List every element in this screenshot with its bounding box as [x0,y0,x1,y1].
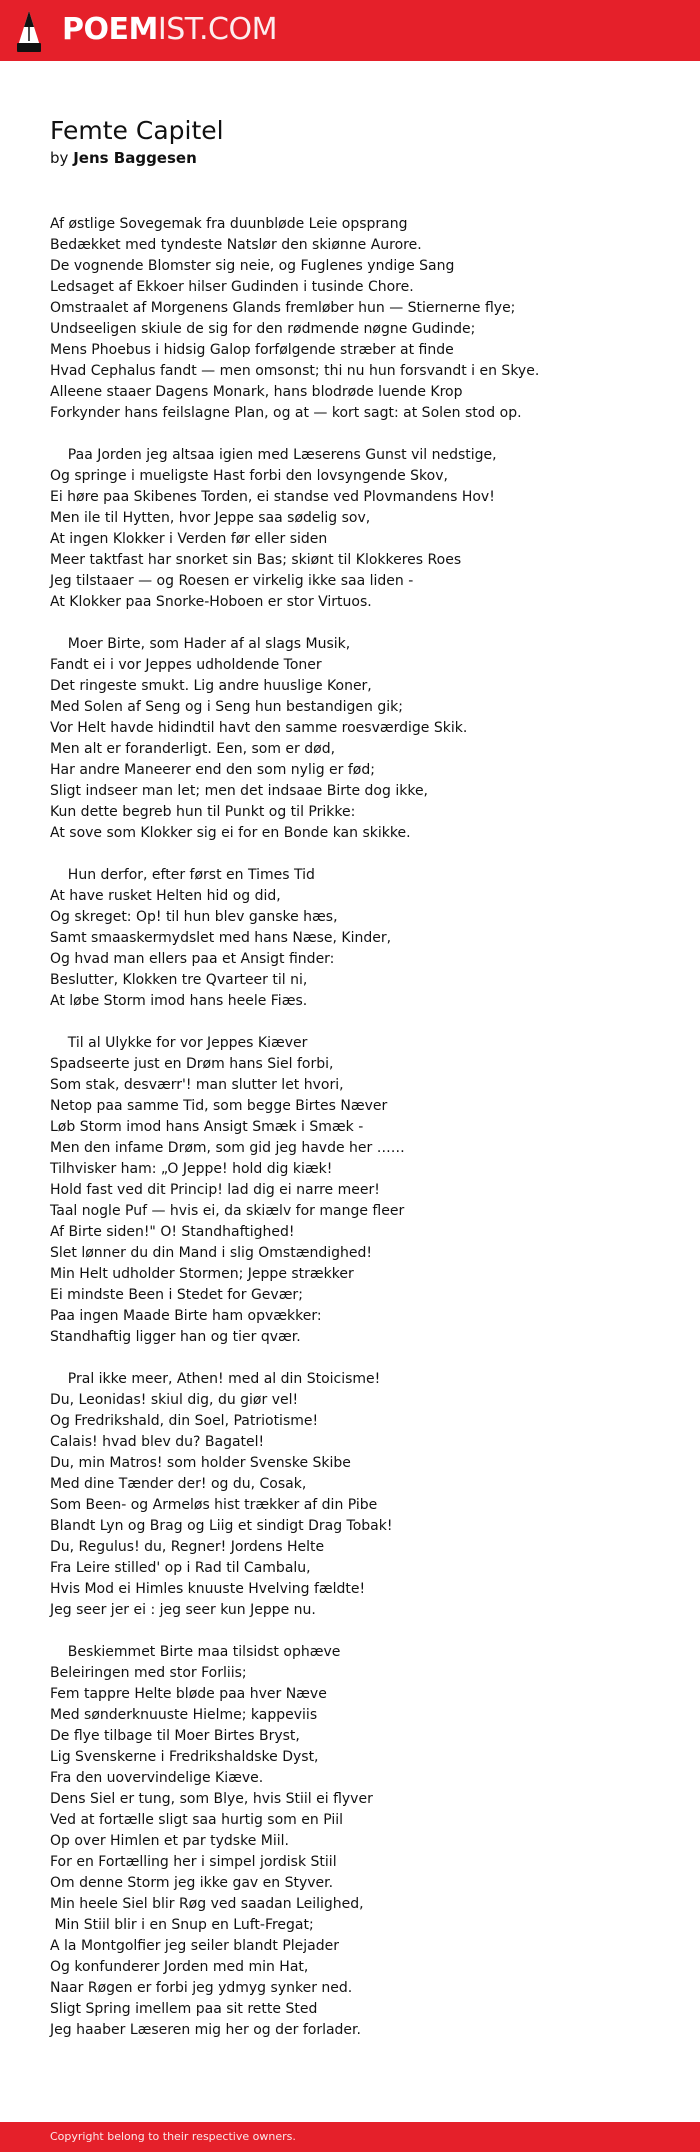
poem-line: Du, Regulus! du, Regner! Jordens Helte [50,1539,325,1555]
poem-line: Fra Leire stilled' op i Rad til Cambalu, [50,1560,311,1576]
poem-line: Lig Svenskerne i Fredrikshaldske Dyst, [50,1749,319,1765]
poem-stanza [50,865,650,1012]
poem-line: Som stak, desværr'! man slutter let hvori, [50,1077,344,1093]
poem-line: Pral ikke meer, Athen! med al din Stoicisme! [50,1371,381,1387]
byline [50,148,650,168]
poem-line: Af Birte siden!" O! Standhaftighed! [50,1224,295,1240]
page-title: Femte Capitel [50,116,224,145]
poem-line: Du, Leonidas! skiul dig, du giør vel! [50,1392,299,1408]
copyright-text: Copyright belong to their respective owners. [50,2130,296,2143]
poem-line: Løb Storm imod hans Ansigt Smæk i Smæk - [50,1119,364,1135]
poem-line: Spadseerte just en Drøm hans Siel forbi, [50,1056,334,1072]
site-footer [0,2122,700,2152]
poem-line: Op over Himlen et par tydske Miil. [50,1833,289,1849]
poem-line: Alleene staaer Dagens Monark, hans blodrøde luende Krop [50,384,463,400]
poem-line: Moer Birte, som Hader af al slags Musik, [50,636,351,652]
poem-line: Jeg tilstaaer — og Roesen er virkelig ikke saa liden - [50,573,414,589]
poem-stanza [50,1642,650,2041]
poem-line: Og Fredrikshald, din Soel, Patriotisme! [50,1413,319,1429]
poem-stanza [50,214,650,424]
poem-line: Beskiemmet Birte maa tilsidst ophæve [50,1644,341,1660]
poem-line: Med Solen af Seng og i Seng hun bestandigen gik; [50,699,403,715]
poem-line: Ei mindste Been i Stedet for Gevær; [50,1287,303,1303]
poem-line: Hold fast ved dit Princip! lad dig ei narre meer! [50,1182,380,1198]
poem-line: Du, min Matros! som holder Svenske Skibe [50,1455,351,1471]
poem-line: Undseeligen skiule de sig for den rødmende nøgne Gudinde; [50,321,476,337]
poem-line: Paa ingen Maade Birte ham opvækker: [50,1308,322,1324]
poem-line: Jeg seer jer ei : jeg seer kun Jeppe nu. [50,1602,316,1618]
poem-line: Min Helt udholder Stormen; Jeppe strækker [50,1266,354,1282]
poem-line: Samt smaaskermydslet med hans Næse, Kinder, [50,930,392,946]
poem-line: Calais! hvad blev du? Bagatel! [50,1434,265,1450]
poem-line: Slet lønner du din Mand i slig Omstændighed! [50,1245,372,1261]
poem-line: At Klokker paa Snorke-Hoboen er stor Virtuos. [50,594,372,610]
poem-line: At have rusket Helten hid og did, [50,888,281,904]
poem-body [50,214,650,2041]
poemist-pen-nib-icon[interactable] [14,9,44,53]
poem-line: Bedækket med tyndeste Natslør den skiønne Aurore. [50,237,422,253]
poem-line: For en Fortælling her i simpel jordisk Stiil [50,1854,337,1870]
poem-line: Sligt indseer man let; men det indsaae Birte dog ikke, [50,783,429,799]
poem-line: Hvis Mod ei Himles knuuste Hvelving fældte! [50,1581,366,1597]
poem-line: Til al Ulykke for vor Jeppes Kiæver [50,1035,308,1051]
poem-line: Forkynder hans feilslagne Plan, og at — kort sagt: at Solen stod op. [50,405,522,421]
logo-light-text: IST.COM [157,12,277,47]
poem-line: At løbe Storm imod hans heele Fiæs. [50,993,308,1009]
site-header [0,0,700,61]
poem-line: Blandt Lyn og Brag og Liig et sindigt Drag Tobak! [50,1518,393,1534]
poem-line: Fandt ei i vor Jeppes udholdende Toner [50,657,322,673]
poem-line: Meer taktfast har snorket sin Bas; skiønt til Klokkeres Roes [50,552,462,568]
poem-line: Og springe i mueligste Hast forbi den lovsyngende Skov, [50,468,448,484]
poem-line: Med dine Tænder der! og du, Cosak, [50,1476,307,1492]
poem-line: Vor Helt havde hidindtil havt den samme roesværdige Skik. [50,720,468,736]
poem-line: Sligt Spring imellem paa sit rette Sted [50,2001,318,2017]
poem-line: Tilhvisker ham: „O Jeppe! hold dig kiæk! [50,1161,333,1177]
poem-line: Fem tappre Helte bløde paa hver Næve [50,1686,327,1702]
poem-line: At ingen Klokker i Verden før eller siden [50,531,328,547]
poem-line: Beleiringen med stor Forliis; [50,1665,247,1681]
poem-line: Men den infame Drøm, som gid jeg havde her …… [50,1140,405,1156]
poem-content [50,116,650,2062]
poem-line: De flye tilbage til Moer Birtes Bryst, [50,1728,300,1744]
poem-stanza [50,445,650,613]
poem-line: Ei høre paa Skibenes Torden, ei standse ved Plovmandens Hov! [50,489,495,505]
poem-line: Ledsaget af Ekkoer hilser Gudinden i tusinde Chore. [50,279,414,295]
author-name[interactable]: Jens Baggesen [73,149,197,167]
poem-line: Omstraalet af Morgenens Glands fremløber hun — Stiernerne flye; [50,300,516,316]
poem-line: Dens Siel er tung, som Blye, hvis Stiil ei flyver [50,1791,373,1807]
poem-line: Og hvad man ellers paa et Ansigt finder: [50,951,335,967]
poem-line: Men ile til Hytten, hvor Jeppe saa sødelig sov, [50,510,371,526]
poem-line: Jeg haaber Læseren mig her og der forlader. [50,2022,361,2038]
poem-line: Naar Røgen er forbi jeg ydmyg synker ned. [50,1980,353,1996]
poem-line: Men alt er foranderligt. Een, som er død, [50,741,336,757]
poem-line: Har andre Maneerer end den som nylig er fød; [50,762,375,778]
site-logo[interactable] [62,9,277,51]
poem-stanza [50,634,650,844]
poem-line: Paa Jorden jeg altsaa igien med Læserens Gunst vil nedstige, [50,447,497,463]
poem-line: At sove som Klokker sig ei for en Bonde kan skikke. [50,825,411,841]
poem-line: Ved at fortælle sligt saa hurtig som en Piil [50,1812,343,1828]
poem-line: Mens Phoebus i hidsig Galop forfølgende stræber at finde [50,342,454,358]
poem-stanza [50,1033,650,1348]
poem-line: A la Montgolfier jeg seiler blandt Plejader [50,1938,340,1954]
poem-line: Fra den uovervindelige Kiæve. [50,1770,264,1786]
poem-line: Som Been- og Armeløs hist trækker af din Pibe [50,1497,378,1513]
poem-line: Og konfunderer Jorden med min Hat, [50,1959,309,1975]
by-label: by [50,149,69,167]
poem-line: Netop paa samme Tid, som begge Birtes Næver [50,1098,388,1114]
poem-line: Min Stiil blir i en Snup en Luft-Fregat; [50,1917,314,1933]
poem-line: Det ringeste smukt. Lig andre huuslige Koner, [50,678,372,694]
poem-line: Hvad Cephalus fandt — men omsonst; thi nu hun forsvandt i en Skye. [50,363,540,379]
poem-line: Kun dette begreb hun til Punkt og til Prikke: [50,804,356,820]
poem-line: Og skreget: Op! til hun blev ganske hæs, [50,909,338,925]
poem-line: Med sønderknuuste Hielme; kappeviis [50,1707,318,1723]
poem-line: Standhaftig ligger han og tier qvær. [50,1329,301,1345]
poem-line: De vognende Blomster sig neie, og Fuglenes yndige Sang [50,258,455,274]
poem-line: Beslutter, Klokken tre Qvarteer til ni, [50,972,308,988]
poem-stanza [50,1369,650,1621]
poem-line: Hun derfor, efter først en Times Tid [50,867,315,883]
poem-line: Taal nogle Puf — hvis ei, da skiælv for mange fleer [50,1203,405,1219]
logo-bold-text: POEM [62,12,158,47]
poem-line: Min heele Siel blir Røg ved saadan Leilighed, [50,1896,364,1912]
poem-line: Af østlige Sovegemak fra duunbløde Leie opsprang [50,216,408,232]
poem-line: Om denne Storm jeg ikke gav en Styver. [50,1875,334,1891]
